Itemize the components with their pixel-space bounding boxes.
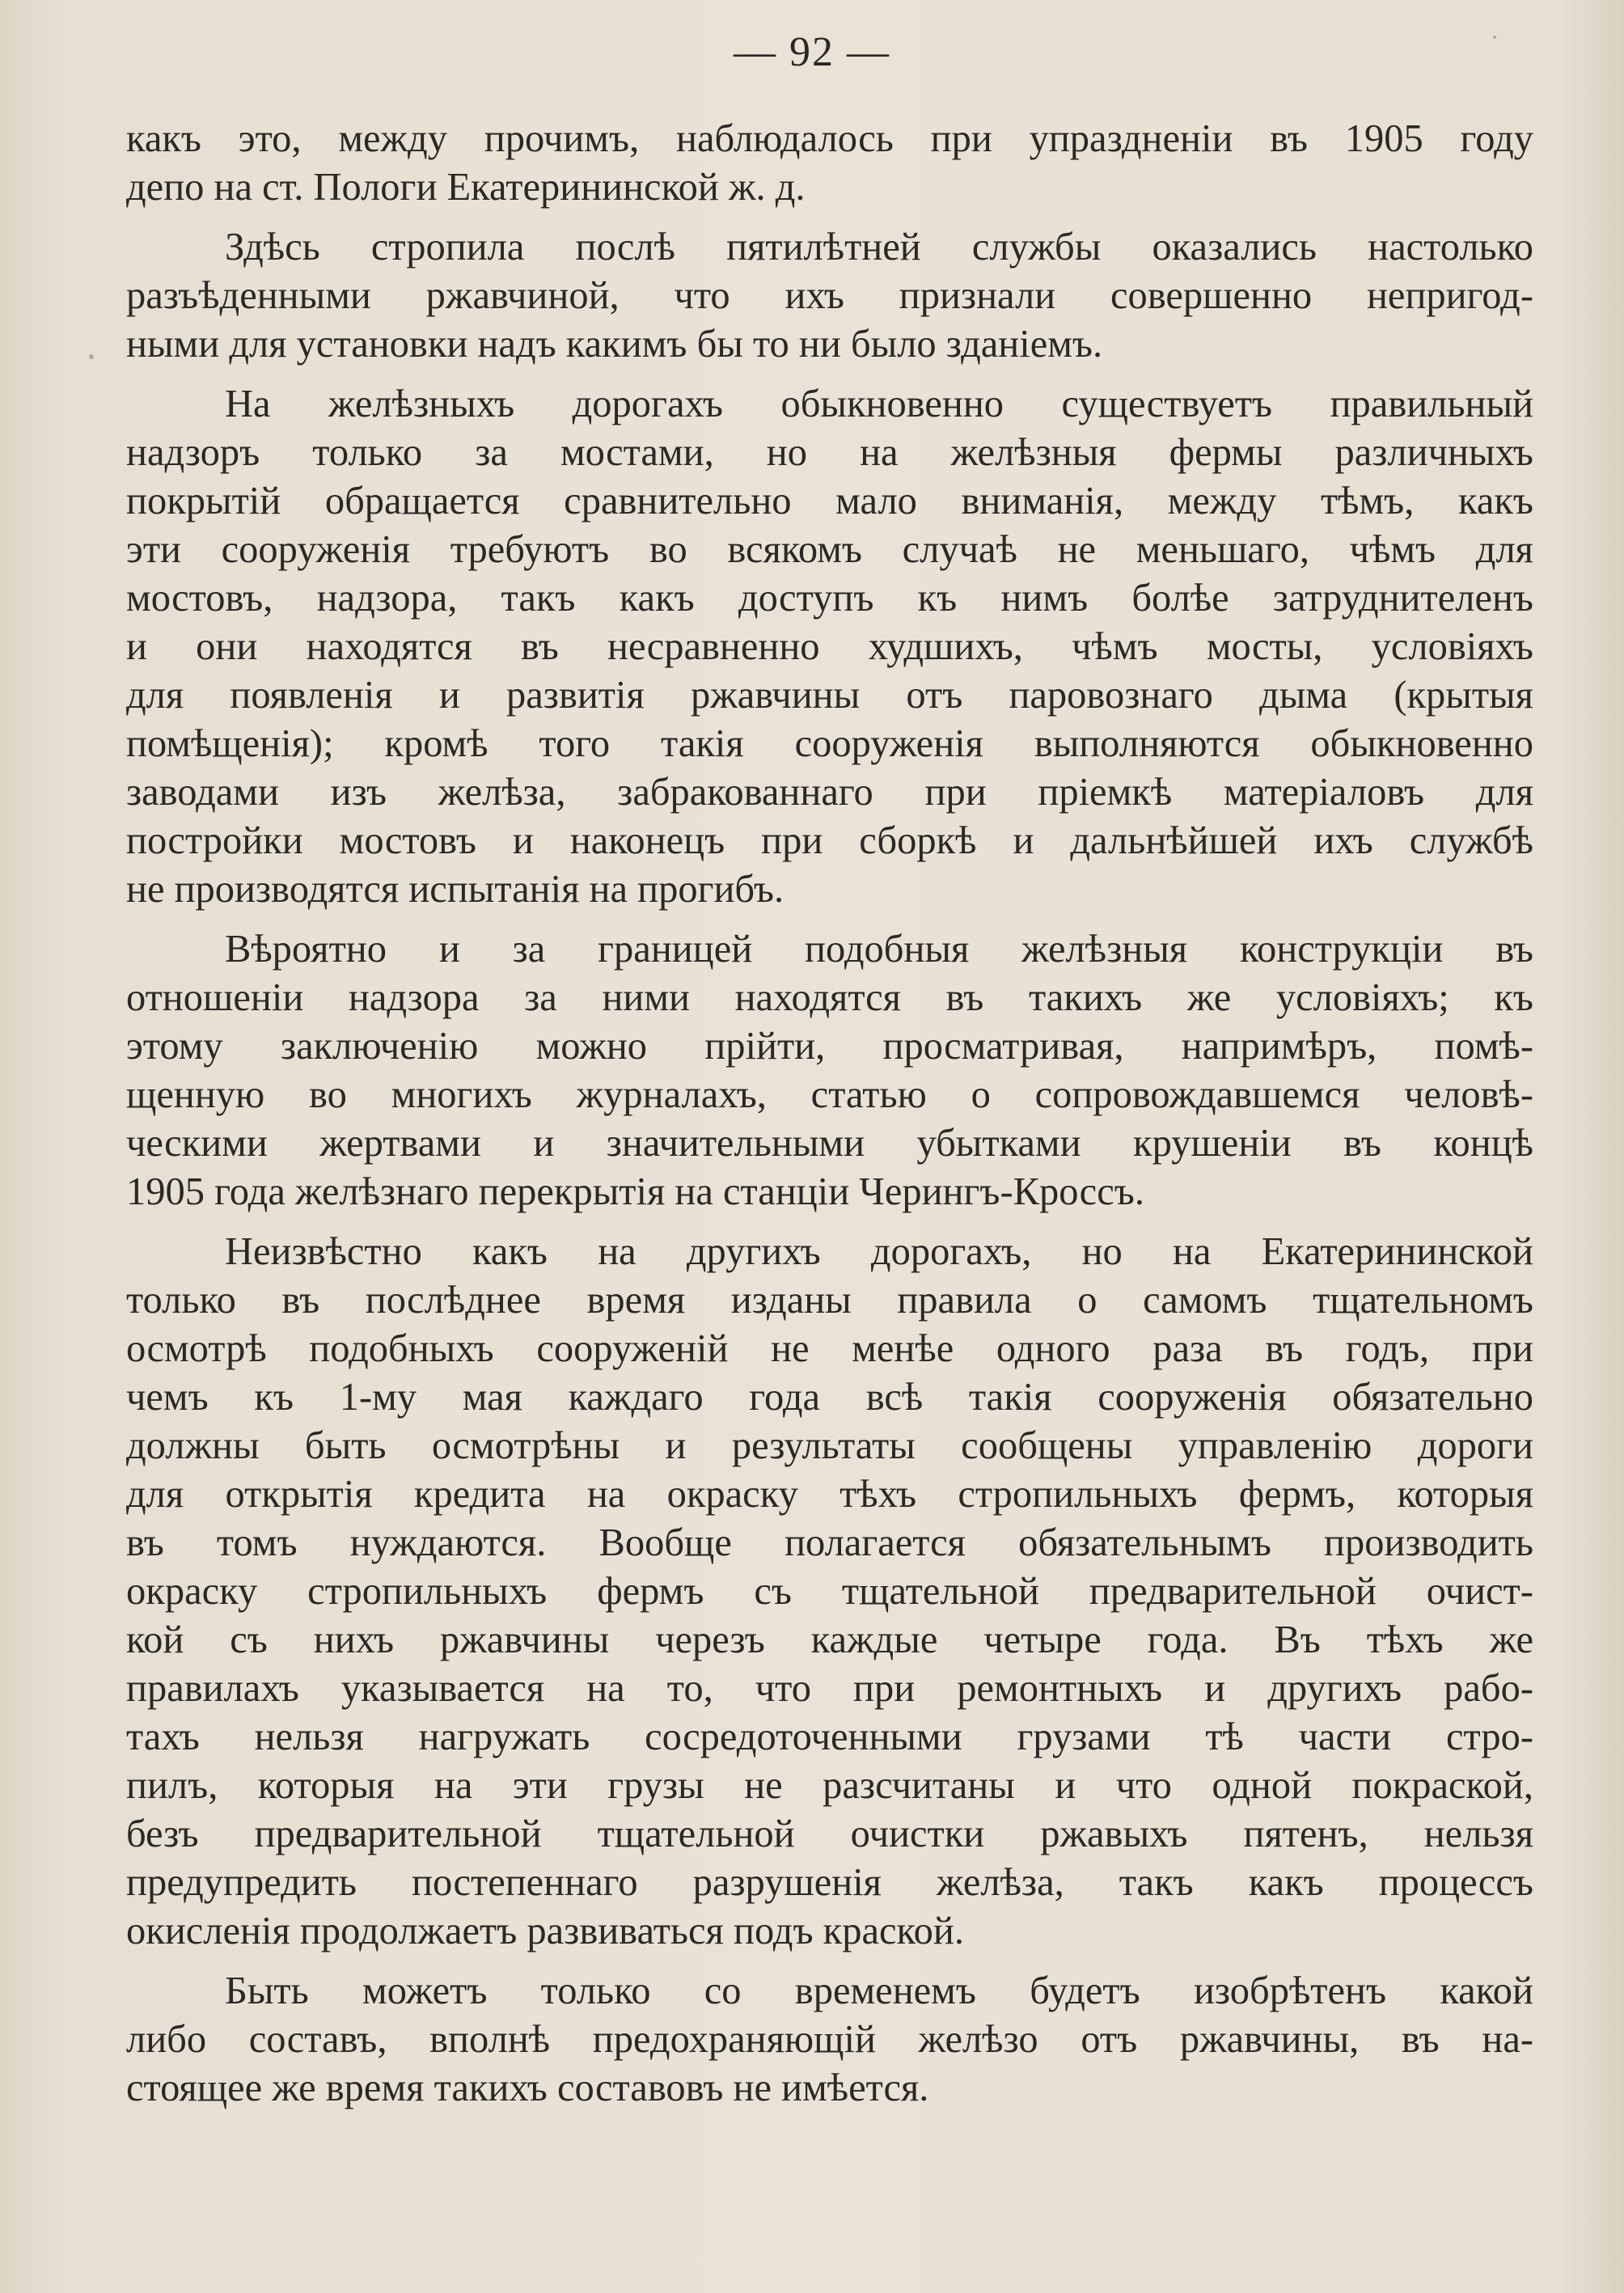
text-line: чемъ къ 1-му мая каждаго года всѣ такія сооруженія обязательно (126, 1376, 1533, 1419)
text-line: Быть можетъ только со временемъ будетъ изобрѣтенъ какой (225, 1969, 1533, 2012)
paragraph (126, 1228, 1533, 1956)
text-line: На желѣзныхъ дорогахъ обыкновенно существуетъ правильный (225, 383, 1533, 425)
text-line: этому заключенію можно прійти, просматривая, напримѣръ, помѣ- (126, 1025, 1533, 1068)
text-line: надзоръ только за мостами, но на желѣзныя фермы различныхъ (126, 431, 1533, 474)
text-line: ными для установки надъ какимъ бы то ни было зданіемъ. (126, 323, 1103, 366)
text-line: и они находятся въ несравненно худшихъ, чѣмъ мосты, условіяхъ (126, 625, 1533, 668)
text-line: покрытій обращается сравнительно мало вниманія, между тѣмъ, какъ (126, 480, 1533, 522)
text-line: щенную во многихъ журналахъ, статью о сопровождавшемся человѣ- (126, 1073, 1533, 1116)
text-line: для появленія и развитія ржавчины отъ паровознаго дыма (крытыя (126, 674, 1533, 717)
text-line: только въ послѣднее время изданы правила о самомъ тщательномъ (126, 1279, 1533, 1322)
text-line: какъ это, между прочимъ, наблюдалось при упраздненіи въ 1905 году (126, 117, 1533, 160)
text-line: Неизвѣстно какъ на другихъ дорогахъ, но на Екатерининской (225, 1230, 1533, 1273)
text-line: ческими жертвами и значительными убытками крушеніи въ концѣ (126, 1122, 1533, 1165)
text-line: отношеніи надзора за ними находятся въ такихъ же условіяхъ; къ (126, 976, 1533, 1019)
text-line: окраску стропильныхъ фермъ съ тщательной предварительной очист- (126, 1570, 1533, 1613)
paragraph (126, 1967, 1533, 2113)
text-line: Здѣсь стропила послѣ пятилѣтней службы оказались настолько (225, 226, 1533, 269)
text-line: должны быть осмотрѣны и результаты сообщены управленію дороги (126, 1424, 1533, 1467)
text-line: предупредить постепеннаго разрушенія желѣза, такъ какъ процессъ (126, 1861, 1533, 1904)
text-line: кой съ нихъ ржавчины черезъ каждые четыре года. Въ тѣхъ же (126, 1618, 1533, 1661)
text-line: окисленія продолжаетъ развиваться подъ краской. (126, 1910, 964, 1952)
page-number: — 92 — (734, 29, 890, 75)
text-line: для открытія кредита на окраску тѣхъ стропильныхъ фермъ, которыя (126, 1473, 1533, 1516)
text-line: постройки мостовъ и наконецъ при сборкѣ и дальнѣйшей ихъ службѣ (126, 819, 1533, 862)
text-line: эти сооруженія требуютъ во всякомъ случаѣ не меньшаго, чѣмъ для (126, 528, 1533, 571)
text-line: помѣщенія); кромѣ того такія сооруженія выполняются обыкновенно (126, 722, 1533, 765)
text-line: пилъ, которыя на эти грузы не разсчитаны и что одной покраской, (126, 1764, 1533, 1807)
text-line: разъѣденными ржавчиной, что ихъ признали совершенно непригод- (126, 274, 1533, 317)
paragraph (126, 380, 1533, 914)
text-line: Вѣроятно и за границей подобныя желѣзныя конструкціи въ (225, 928, 1533, 971)
paper-speck (89, 354, 94, 359)
text-line: 1905 года желѣзнаго перекрытія на станціи Черингъ-Кроссъ. (126, 1170, 1144, 1213)
text-line: тахъ нельзя нагружать сосредоточенными грузами тѣ части стро- (126, 1716, 1533, 1758)
body-text (126, 115, 1533, 2124)
text-line: депо на ст. Пологи Екатерининской ж. д. (126, 166, 806, 209)
paragraph (126, 925, 1533, 1216)
text-line: правилахъ указывается на то, что при ремонтныхъ и другихъ рабо- (126, 1667, 1533, 1710)
paragraph (126, 223, 1533, 369)
text-line: стоящее же время такихъ составовъ не имѣется. (126, 2067, 929, 2109)
text-line: осмотрѣ подобныхъ сооруженій не менѣе одного раза въ годъ, при (126, 1327, 1533, 1370)
text-line: въ томъ нуждаются. Вообще полагается обязательнымъ производить (126, 1521, 1533, 1564)
text-line: безъ предварительной тщательной очистки ржавыхъ пятенъ, нельзя (126, 1813, 1533, 1855)
text-line: либо составъ, вполнѣ предохраняющій желѣзо отъ ржавчины, въ на- (126, 2018, 1533, 2061)
paragraph (126, 115, 1533, 212)
paper-speck (1493, 36, 1496, 39)
text-line: не производятся испытанія на прогибъ. (126, 868, 785, 911)
text-line: мостовъ, надзора, такъ какъ доступъ къ нимъ болѣе затруднителенъ (126, 577, 1533, 620)
text-line: заводами изъ желѣза, забракованнаго при пріемкѣ матеріаловъ для (126, 771, 1533, 814)
